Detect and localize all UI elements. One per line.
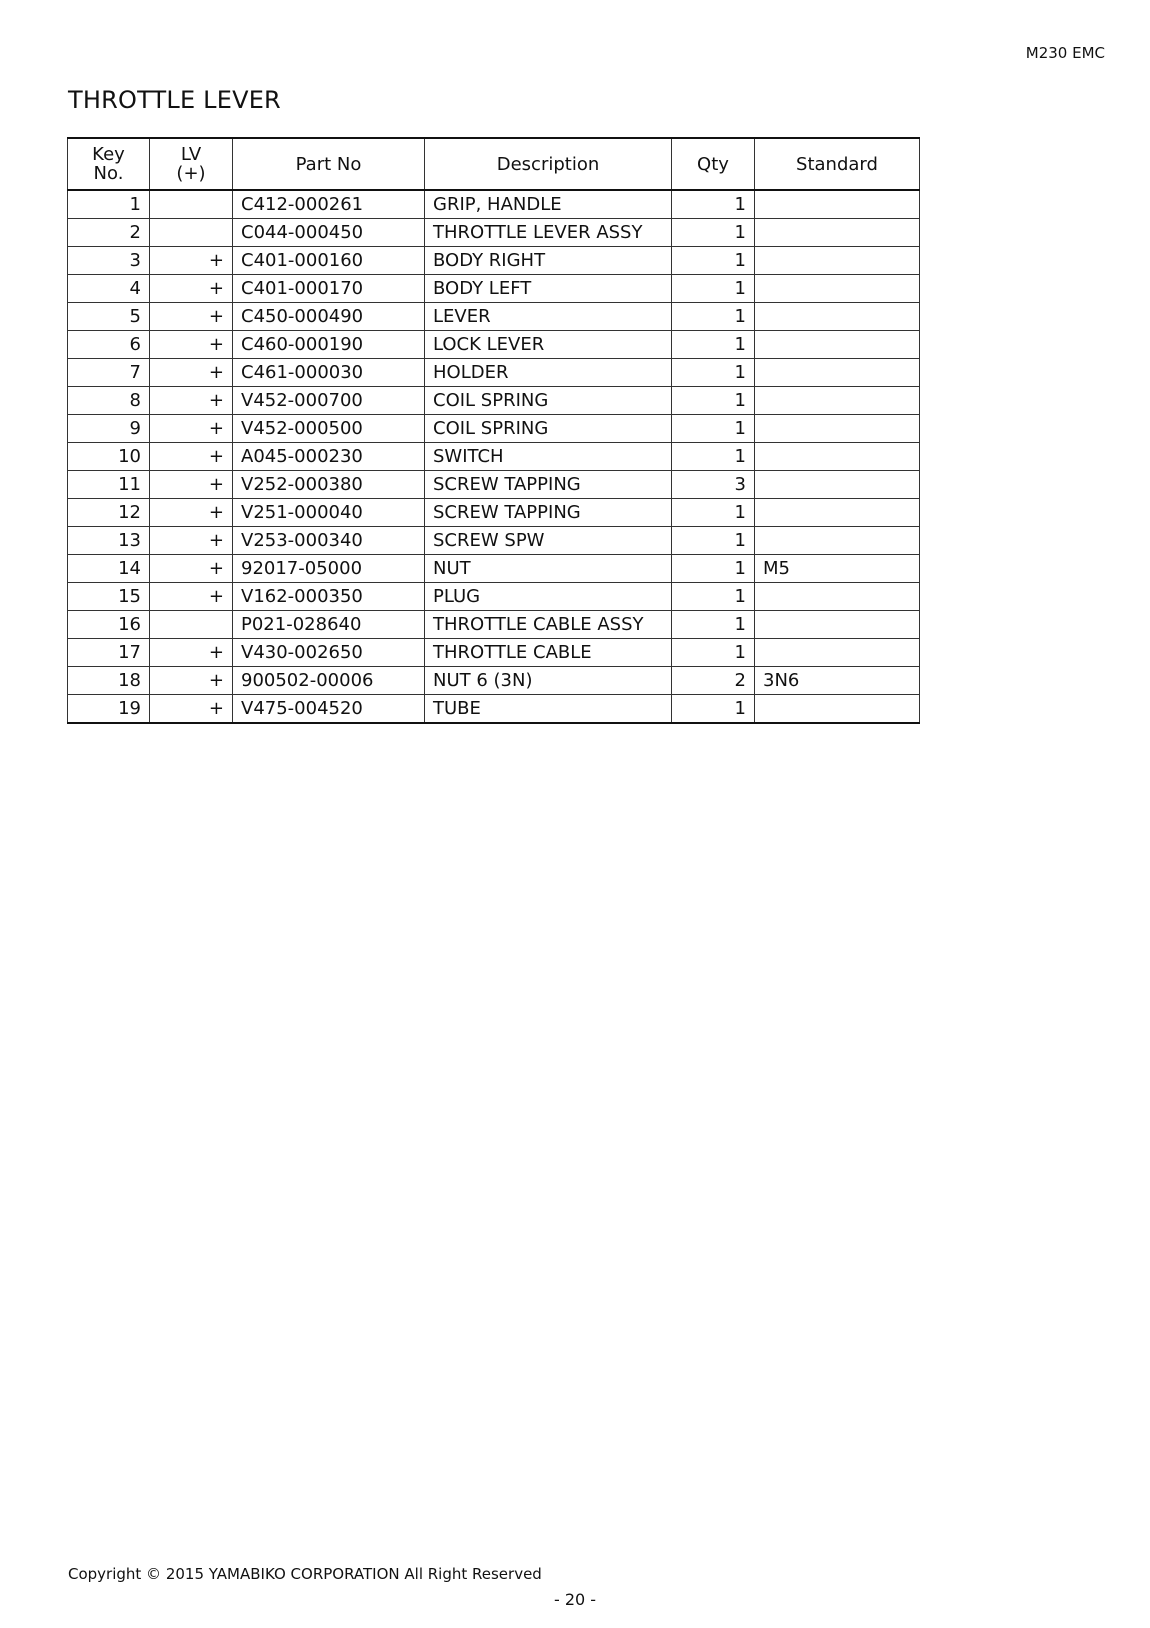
cell-lv	[150, 611, 233, 639]
cell-lv: +	[150, 247, 233, 275]
table-row	[68, 443, 920, 471]
cell-part-no: V452-000500	[233, 415, 425, 443]
table-row	[68, 583, 920, 611]
cell-qty: 1	[672, 695, 755, 724]
cell-qty: 1	[672, 275, 755, 303]
cell-qty: 1	[672, 611, 755, 639]
cell-lv: +	[150, 555, 233, 583]
header-lv-line2: (+)	[176, 163, 206, 184]
cell-key-no: 14	[68, 555, 150, 583]
cell-standard	[755, 331, 920, 359]
cell-standard	[755, 499, 920, 527]
cell-standard	[755, 247, 920, 275]
cell-key-no: 1	[68, 190, 150, 219]
cell-key-no: 10	[68, 443, 150, 471]
cell-lv: +	[150, 443, 233, 471]
cell-part-no: C401-000160	[233, 247, 425, 275]
copyright-notice: Copyright © 2015 YAMABIKO CORPORATION All Right Reserved	[68, 1565, 542, 1583]
cell-key-no: 18	[68, 667, 150, 695]
cell-qty: 1	[672, 359, 755, 387]
cell-part-no: V162-000350	[233, 583, 425, 611]
cell-lv: +	[150, 695, 233, 724]
cell-description: THROTTLE CABLE	[425, 639, 672, 667]
cell-description: HOLDER	[425, 359, 672, 387]
cell-part-no: V253-000340	[233, 527, 425, 555]
table-row	[68, 387, 920, 415]
cell-qty: 1	[672, 331, 755, 359]
cell-qty: 1	[672, 190, 755, 219]
table-row	[68, 527, 920, 555]
cell-standard: 3N6	[755, 667, 920, 695]
table-row	[68, 247, 920, 275]
table-row	[68, 611, 920, 639]
table-row	[68, 275, 920, 303]
cell-part-no: 92017-05000	[233, 555, 425, 583]
cell-qty: 1	[672, 387, 755, 415]
cell-standard	[755, 639, 920, 667]
header-qty: Qty	[672, 138, 755, 190]
cell-qty: 1	[672, 443, 755, 471]
cell-description: BODY LEFT	[425, 275, 672, 303]
cell-description: LOCK LEVER	[425, 331, 672, 359]
header-lv-line1: LV	[180, 144, 202, 165]
cell-standard	[755, 275, 920, 303]
page-number: - 20 -	[553, 1590, 597, 1609]
header-key-no	[68, 138, 150, 190]
table-row	[68, 695, 920, 724]
cell-standard	[755, 415, 920, 443]
cell-key-no: 19	[68, 695, 150, 724]
cell-standard	[755, 471, 920, 499]
cell-part-no: C044-000450	[233, 219, 425, 247]
cell-standard	[755, 583, 920, 611]
cell-part-no: C450-000490	[233, 303, 425, 331]
cell-description: NUT	[425, 555, 672, 583]
cell-description: TUBE	[425, 695, 672, 724]
document-code: M230 EMC	[1025, 44, 1105, 62]
cell-description: SCREW TAPPING	[425, 499, 672, 527]
table-row	[68, 303, 920, 331]
cell-key-no: 5	[68, 303, 150, 331]
cell-part-no: V251-000040	[233, 499, 425, 527]
cell-description: GRIP, HANDLE	[425, 190, 672, 219]
cell-part-no: C401-000170	[233, 275, 425, 303]
cell-standard	[755, 387, 920, 415]
cell-part-no: P021-028640	[233, 611, 425, 639]
cell-key-no: 12	[68, 499, 150, 527]
cell-lv: +	[150, 387, 233, 415]
cell-qty: 1	[672, 499, 755, 527]
cell-key-no: 6	[68, 331, 150, 359]
cell-description: LEVER	[425, 303, 672, 331]
page-title: THROTTLE LEVER	[68, 86, 281, 114]
table-header-row	[68, 138, 920, 190]
cell-description: PLUG	[425, 583, 672, 611]
cell-standard	[755, 695, 920, 724]
table-row	[68, 331, 920, 359]
header-key-line2: No.	[93, 163, 124, 184]
cell-standard	[755, 303, 920, 331]
cell-standard	[755, 359, 920, 387]
cell-part-no: A045-000230	[233, 443, 425, 471]
cell-lv	[150, 190, 233, 219]
cell-description: BODY RIGHT	[425, 247, 672, 275]
cell-key-no: 3	[68, 247, 150, 275]
header-part-no: Part No	[233, 138, 425, 190]
cell-part-no: V452-000700	[233, 387, 425, 415]
cell-part-no: 900502-00006	[233, 667, 425, 695]
table-row	[68, 471, 920, 499]
cell-part-no: C460-000190	[233, 331, 425, 359]
header-key-line1: Key	[92, 144, 125, 165]
cell-description: SCREW SPW	[425, 527, 672, 555]
cell-key-no: 13	[68, 527, 150, 555]
cell-description: COIL SPRING	[425, 387, 672, 415]
cell-part-no: V252-000380	[233, 471, 425, 499]
cell-key-no: 17	[68, 639, 150, 667]
cell-lv: +	[150, 499, 233, 527]
cell-qty: 1	[672, 527, 755, 555]
cell-lv: +	[150, 303, 233, 331]
cell-lv: +	[150, 275, 233, 303]
cell-lv: +	[150, 527, 233, 555]
cell-part-no: C412-000261	[233, 190, 425, 219]
cell-lv: +	[150, 639, 233, 667]
cell-key-no: 2	[68, 219, 150, 247]
cell-lv: +	[150, 415, 233, 443]
cell-key-no: 15	[68, 583, 150, 611]
cell-lv: +	[150, 471, 233, 499]
cell-description: THROTTLE CABLE ASSY	[425, 611, 672, 639]
table-row	[68, 219, 920, 247]
cell-lv: +	[150, 583, 233, 611]
cell-key-no: 16	[68, 611, 150, 639]
cell-standard	[755, 611, 920, 639]
table-row	[68, 499, 920, 527]
cell-qty: 1	[672, 219, 755, 247]
cell-description: SWITCH	[425, 443, 672, 471]
cell-standard	[755, 190, 920, 219]
table-row	[68, 359, 920, 387]
cell-part-no: C461-000030	[233, 359, 425, 387]
cell-lv	[150, 219, 233, 247]
cell-standard: M5	[755, 555, 920, 583]
header-standard: Standard	[755, 138, 920, 190]
table-row	[68, 190, 920, 219]
cell-lv: +	[150, 667, 233, 695]
cell-qty: 3	[672, 471, 755, 499]
table-row	[68, 415, 920, 443]
cell-standard	[755, 219, 920, 247]
table-row	[68, 639, 920, 667]
cell-qty: 1	[672, 583, 755, 611]
header-lv	[150, 138, 233, 190]
cell-key-no: 4	[68, 275, 150, 303]
cell-description: COIL SPRING	[425, 415, 672, 443]
cell-lv: +	[150, 331, 233, 359]
cell-qty: 1	[672, 639, 755, 667]
cell-part-no: V475-004520	[233, 695, 425, 724]
cell-standard	[755, 527, 920, 555]
cell-key-no: 8	[68, 387, 150, 415]
cell-qty: 1	[672, 415, 755, 443]
cell-description: THROTTLE LEVER ASSY	[425, 219, 672, 247]
header-description: Description	[425, 138, 672, 190]
cell-lv: +	[150, 359, 233, 387]
cell-description: NUT 6 (3N)	[425, 667, 672, 695]
cell-description: SCREW TAPPING	[425, 471, 672, 499]
cell-qty: 1	[672, 247, 755, 275]
table-row	[68, 667, 920, 695]
table-row	[68, 555, 920, 583]
cell-key-no: 7	[68, 359, 150, 387]
parts-table	[67, 137, 920, 724]
parts-table-body	[68, 190, 920, 723]
cell-standard	[755, 443, 920, 471]
cell-qty: 2	[672, 667, 755, 695]
cell-qty: 1	[672, 555, 755, 583]
cell-key-no: 11	[68, 471, 150, 499]
cell-qty: 1	[672, 303, 755, 331]
cell-key-no: 9	[68, 415, 150, 443]
cell-part-no: V430-002650	[233, 639, 425, 667]
